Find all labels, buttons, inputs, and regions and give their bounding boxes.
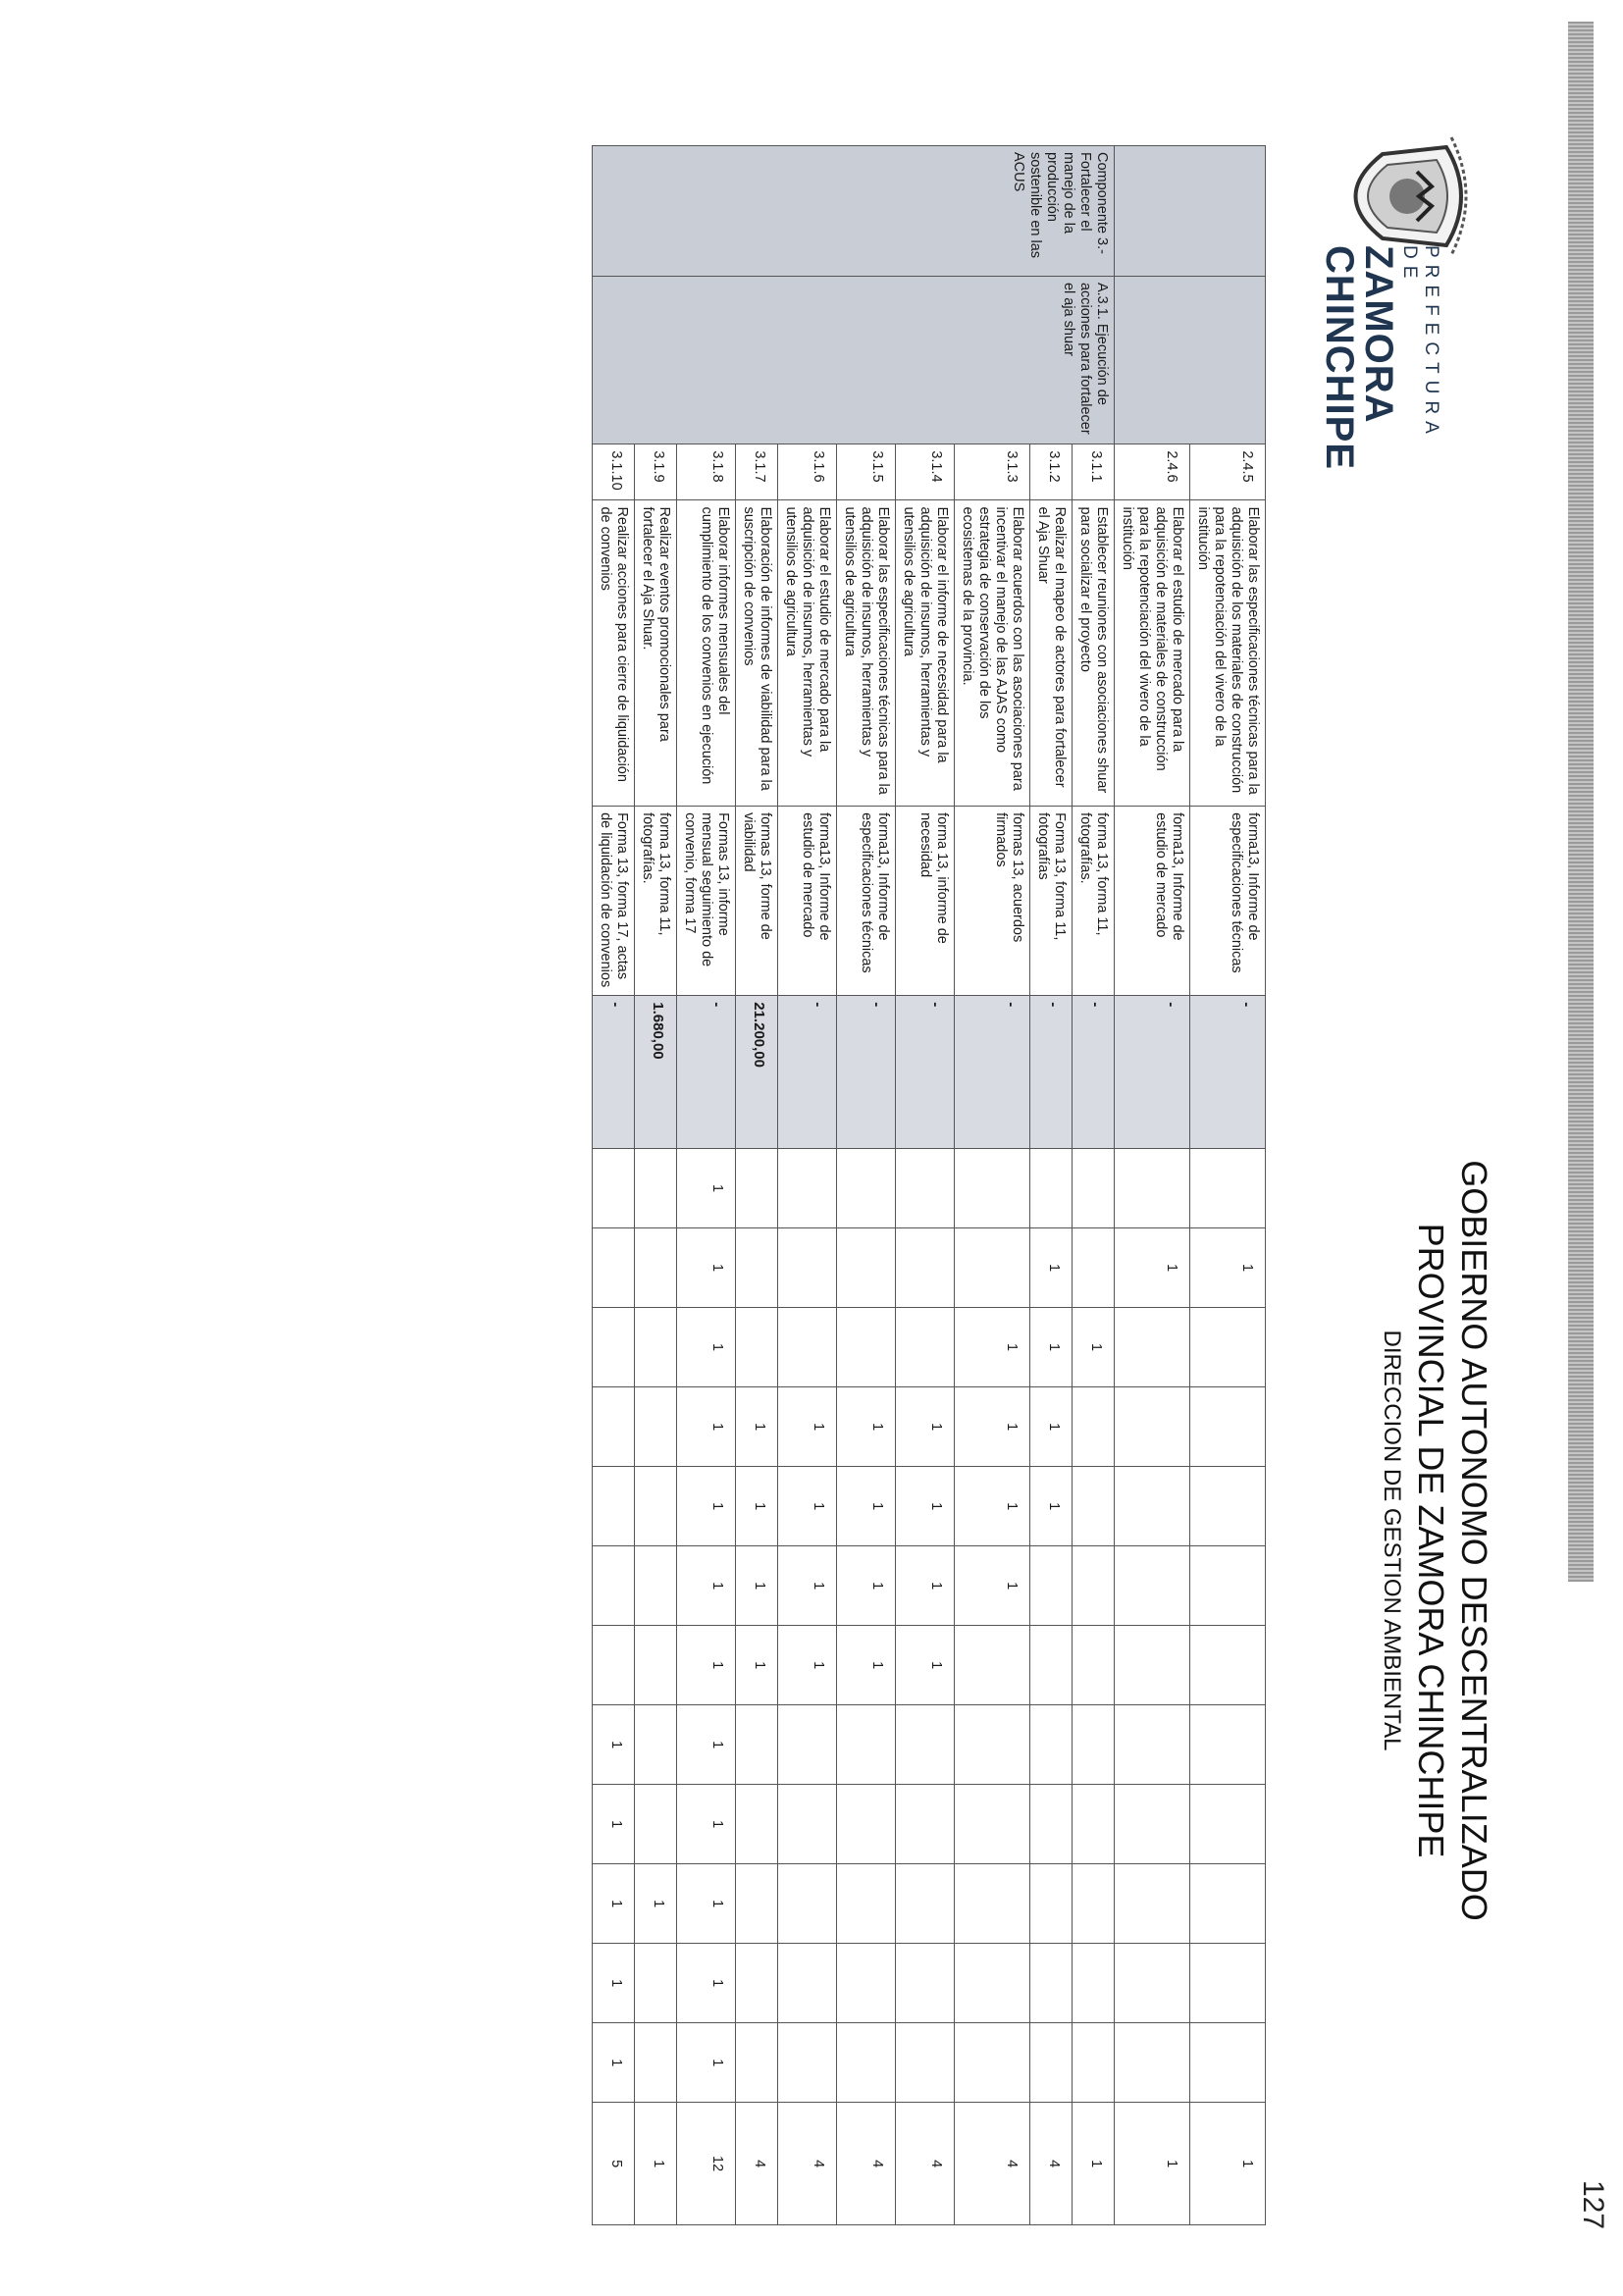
task-code: 3.1.1 (1073, 444, 1115, 500)
budget-amount: - (778, 996, 837, 1149)
month-cell: 1 (677, 1149, 736, 1228)
month-cell (1115, 1626, 1190, 1705)
month-cell (1115, 2023, 1190, 2103)
verification-means: Formas 13, informe mensual seguimiento de convenio, forma 17 (677, 807, 736, 996)
task-code: 3.1.8 (677, 444, 736, 500)
table-row (778, 146, 837, 2225)
row-total: 4 (837, 2103, 896, 2225)
month-cell: 1 (677, 1467, 736, 1546)
month-cell (778, 1864, 837, 1944)
month-cell (778, 1785, 837, 1864)
month-cell (1115, 1705, 1190, 1785)
month-cell: 1 (837, 1546, 896, 1626)
month-cell (837, 1705, 896, 1785)
task-code: 3.1.6 (778, 444, 837, 500)
month-cell (736, 2023, 778, 2103)
month-cell (837, 1864, 896, 1944)
task-description: Elaborar el informe de necesidad para la adquisición de insumos, herramientas y utensilios de agricultura (896, 500, 955, 807)
month-cell: 1 (736, 1626, 778, 1705)
verification-means: forma 13, informe de necesidad (896, 807, 955, 996)
verification-means: forma13, Informe de estudio de mercado (1115, 807, 1190, 996)
task-code: 3.1.4 (896, 444, 955, 500)
month-cell: 1 (896, 1626, 955, 1705)
table-row (837, 146, 896, 2225)
month-cell: 1 (677, 1864, 736, 1944)
month-cell: 1 (1030, 1228, 1073, 1308)
month-cell (1115, 1944, 1190, 2023)
month-cell (1073, 1944, 1115, 2023)
task-code: 3.1.9 (635, 444, 677, 500)
month-cell (837, 1308, 896, 1387)
budget-amount: - (1190, 996, 1266, 1149)
month-cell: 1 (677, 1546, 736, 1626)
month-cell (1073, 1705, 1115, 1785)
month-cell (1030, 1705, 1073, 1785)
month-cell (896, 1944, 955, 2023)
month-cell: 1 (778, 1626, 837, 1705)
month-cell (1073, 1228, 1115, 1308)
month-cell (1190, 1387, 1266, 1467)
task-code: 3.1.2 (1030, 444, 1073, 500)
month-cell (1073, 1546, 1115, 1626)
component-cell (1115, 146, 1266, 277)
month-cell: 1 (955, 1467, 1030, 1546)
month-cell (896, 1864, 955, 1944)
month-cell (593, 1149, 635, 1228)
month-cell: 1 (736, 1467, 778, 1546)
budget-amount: - (593, 996, 635, 1149)
month-cell: 1 (1030, 1467, 1073, 1546)
month-cell (1030, 1626, 1073, 1705)
month-cell (736, 1705, 778, 1785)
task-description: Elaborar las especificaciones técnicas para la adquisición de insumos, herramientas y utensilios de agricultura (837, 500, 896, 807)
month-cell (593, 1626, 635, 1705)
task-description: Elaborar informes mensuales del cumplimiento de los convenios en ejecución (677, 500, 736, 807)
month-cell (736, 1944, 778, 2023)
task-description: Realizar el mapeo de actores para fortalecer el Aja Shuar (1030, 500, 1073, 807)
month-cell (1073, 1785, 1115, 1864)
component-cell: Componente 3.- Fortalecer el manejo de la producción sostenible en las ACUS (593, 146, 1115, 277)
table-row (593, 146, 635, 2225)
month-cell (896, 2023, 955, 2103)
row-total: 4 (736, 2103, 778, 2225)
verification-means: forma13, Informe de especificaciones técnicas (837, 807, 896, 996)
month-cell (778, 2023, 837, 2103)
budget-amount: 1.680,00 (635, 996, 677, 1149)
month-cell (1030, 1546, 1073, 1626)
month-cell (955, 1626, 1030, 1705)
month-cell (778, 1149, 837, 1228)
row-total: 4 (896, 2103, 955, 2225)
month-cell (896, 1228, 955, 1308)
month-cell (635, 1785, 677, 1864)
task-description: Realizar eventos promocionales para fortalecer el Aja Shuar. (635, 500, 677, 807)
month-cell: 1 (1030, 1387, 1073, 1467)
month-cell: 1 (677, 1387, 736, 1467)
month-cell: 1 (837, 1467, 896, 1546)
budget-amount: 21.200,00 (736, 996, 778, 1149)
month-cell: 1 (1073, 1308, 1115, 1387)
budget-amount: - (1115, 996, 1190, 1149)
budget-amount: - (896, 996, 955, 1149)
month-cell (1030, 2023, 1073, 2103)
month-cell: 1 (677, 1626, 736, 1705)
month-cell (1190, 1149, 1266, 1228)
month-cell (778, 1308, 837, 1387)
activity-cell: A.3.1. Ejecución de acciones para fortalecer el aja shuar (593, 276, 1115, 444)
month-cell: 1 (955, 1308, 1030, 1387)
page-number: 127 (1577, 2180, 1609, 2230)
month-cell: 1 (896, 1546, 955, 1626)
month-cell (1073, 1626, 1115, 1705)
month-cell (1115, 1387, 1190, 1467)
month-cell: 1 (677, 1308, 736, 1387)
month-cell: 1 (593, 2023, 635, 2103)
table-row (677, 146, 736, 2225)
month-cell (1073, 1149, 1115, 1228)
task-code: 3.1.7 (736, 444, 778, 500)
month-cell (955, 1785, 1030, 1864)
task-description: Establecer reuniones con asociaciones shuar para socializar el proyecto (1073, 500, 1115, 807)
verification-means: forma 13, forma 11, fotografías. (635, 807, 677, 996)
row-total: 4 (1030, 2103, 1073, 2225)
month-cell (955, 1944, 1030, 2023)
month-cell (1190, 1864, 1266, 1944)
month-cell (635, 1308, 677, 1387)
month-cell (1030, 1944, 1073, 2023)
month-cell (635, 1149, 677, 1228)
month-cell (635, 1546, 677, 1626)
month-cell (837, 2023, 896, 2103)
month-cell (635, 1944, 677, 2023)
month-cell: 1 (896, 1387, 955, 1467)
table-row (635, 146, 677, 2225)
month-cell (896, 1149, 955, 1228)
month-cell (593, 1387, 635, 1467)
verification-means: Forma 13, forma 11, fotografías (1030, 807, 1073, 996)
month-cell (1115, 1864, 1190, 1944)
task-description: Realizar acciones para cierre de liquidación de convenios (593, 500, 635, 807)
month-cell (896, 1308, 955, 1387)
month-cell (778, 1228, 837, 1308)
month-cell (1115, 1308, 1190, 1387)
month-cell (1073, 1387, 1115, 1467)
month-cell (1190, 1546, 1266, 1626)
month-cell: 1 (896, 1467, 955, 1546)
row-total: 5 (593, 2103, 635, 2225)
month-cell (1190, 1308, 1266, 1387)
month-cell (837, 1149, 896, 1228)
month-cell (955, 1149, 1030, 1228)
row-total: 1 (1190, 2103, 1266, 2225)
month-cell: 1 (778, 1546, 837, 1626)
row-total: 4 (955, 2103, 1030, 2225)
month-cell (1190, 2023, 1266, 2103)
month-cell: 1 (837, 1387, 896, 1467)
month-cell: 1 (1115, 1228, 1190, 1308)
month-cell: 1 (677, 1705, 736, 1785)
task-code: 3.1.10 (593, 444, 635, 500)
month-cell (955, 1705, 1030, 1785)
table-row (1030, 146, 1073, 2225)
month-cell: 1 (736, 1546, 778, 1626)
table-row (896, 146, 955, 2225)
brand-name-line2: CHINCHIPE (1318, 245, 1361, 471)
month-cell (635, 1626, 677, 1705)
task-description: Elaboración de informes de viabilidad para la suscripción de convenios (736, 500, 778, 807)
month-cell (955, 1864, 1030, 1944)
month-cell (1030, 1149, 1073, 1228)
month-cell: 1 (1190, 1228, 1266, 1308)
month-cell (1190, 1705, 1266, 1785)
row-total: 1 (635, 2103, 677, 2225)
month-cell (635, 1705, 677, 1785)
month-cell (1073, 2023, 1115, 2103)
brand-prefix: PREFECTURA DE (1399, 245, 1441, 440)
month-cell (736, 1308, 778, 1387)
task-description: Elaborar el estudio de mercado para la adquisición de materiales de construcción para la repotenciación del vivero de la institución (1115, 500, 1190, 807)
month-cell (593, 1546, 635, 1626)
month-cell (1115, 1467, 1190, 1546)
month-cell (736, 1785, 778, 1864)
task-code: 3.1.5 (837, 444, 896, 500)
month-cell (736, 1228, 778, 1308)
month-cell (1030, 1864, 1073, 1944)
table-row (1073, 146, 1115, 2225)
month-cell: 1 (955, 1387, 1030, 1467)
verification-means: Forma 13, forma 17, actas de liquidación de convenios (593, 807, 635, 996)
budget-amount: - (1030, 996, 1073, 1149)
month-cell (1073, 1467, 1115, 1546)
document-header (1376, 863, 1495, 2218)
month-cell: 1 (677, 2023, 736, 2103)
month-cell: 1 (593, 1944, 635, 2023)
month-cell (955, 2023, 1030, 2103)
month-cell: 1 (955, 1546, 1030, 1626)
month-cell (1190, 1944, 1266, 2023)
month-cell (635, 1228, 677, 1308)
month-cell (593, 1228, 635, 1308)
month-cell: 1 (778, 1387, 837, 1467)
month-cell: 1 (736, 1387, 778, 1467)
month-cell (1190, 1626, 1266, 1705)
activity-plan-table (592, 145, 1266, 2225)
header-title-line1: GOBIERNO AUTONOMO DESCENTRALIZADO (1454, 1160, 1494, 1921)
month-cell (837, 1944, 896, 2023)
verification-means: forma13, Informe de especificaciones técnicas (1190, 807, 1266, 996)
row-total: 4 (778, 2103, 837, 2225)
month-cell (1115, 1546, 1190, 1626)
brand-name-line1: ZAMORA (1357, 245, 1400, 424)
month-cell (1030, 1785, 1073, 1864)
month-cell (837, 1785, 896, 1864)
row-total: 1 (1073, 2103, 1115, 2225)
month-cell (778, 1705, 837, 1785)
header-title-line2: PROVINCIAL DE ZAMORA CHINCHIPE (1411, 1223, 1451, 1858)
month-cell: 1 (1030, 1308, 1073, 1387)
month-cell: 1 (677, 1228, 736, 1308)
month-cell (896, 1705, 955, 1785)
task-description: Elaborar el estudio de mercado para la adquisición de insumos, herramientas y utensilios de agricultura (778, 500, 837, 807)
month-cell (955, 1228, 1030, 1308)
verification-means: forma 13, forma 11, fotografías. (1073, 807, 1115, 996)
budget-amount: - (677, 996, 736, 1149)
month-cell: 1 (778, 1467, 837, 1546)
month-cell: 1 (677, 1785, 736, 1864)
month-cell (778, 1944, 837, 2023)
month-cell: 1 (593, 1785, 635, 1864)
task-description: Elaborar las especificaciones técnicas para la adquisición de los materiales de construcción para la repotenciación del vivero de la institución (1190, 500, 1266, 807)
table-row (1190, 146, 1266, 2225)
task-code: 2.4.6 (1115, 444, 1190, 500)
month-cell (593, 1308, 635, 1387)
budget-amount: - (955, 996, 1030, 1149)
month-cell (736, 1864, 778, 1944)
task-description: Elaborar acuerdos con las asociaciones para incentivar el manejo de las AJAS como estrategia de conservación de los ecosistemas de la provincia. (955, 500, 1030, 807)
budget-amount: - (837, 996, 896, 1149)
month-cell: 1 (837, 1626, 896, 1705)
month-cell (837, 1228, 896, 1308)
table-row (736, 146, 778, 2225)
month-cell (1190, 1467, 1266, 1546)
month-cell (635, 2023, 677, 2103)
month-cell (1073, 1864, 1115, 1944)
task-code: 3.1.3 (955, 444, 1030, 500)
month-cell (1190, 1785, 1266, 1864)
month-cell (1115, 1149, 1190, 1228)
month-cell (736, 1149, 778, 1228)
table-row (1115, 146, 1190, 2225)
month-cell (1115, 1785, 1190, 1864)
month-cell (896, 1785, 955, 1864)
budget-amount: - (1073, 996, 1115, 1149)
month-cell (635, 1387, 677, 1467)
verification-means: formas 13, acuerdos firmados (955, 807, 1030, 996)
row-total: 12 (677, 2103, 736, 2225)
month-cell: 1 (593, 1864, 635, 1944)
task-code: 2.4.5 (1190, 444, 1266, 500)
verification-means: forma13, Informe de estudio de mercado (778, 807, 837, 996)
header-subtitle: DIRECCION DE GESTION AMBIENTAL (1379, 1330, 1405, 1751)
verification-means: formas 13, forme de viabilidad (736, 807, 778, 996)
table-row (955, 146, 1030, 2225)
month-cell (593, 1467, 635, 1546)
month-cell: 1 (593, 1705, 635, 1785)
activity-cell (1115, 276, 1266, 444)
month-cell: 1 (677, 1944, 736, 2023)
month-cell (635, 1467, 677, 1546)
row-total: 1 (1115, 2103, 1190, 2225)
prefecture-brand (1320, 245, 1441, 481)
month-cell: 1 (635, 1864, 677, 1944)
